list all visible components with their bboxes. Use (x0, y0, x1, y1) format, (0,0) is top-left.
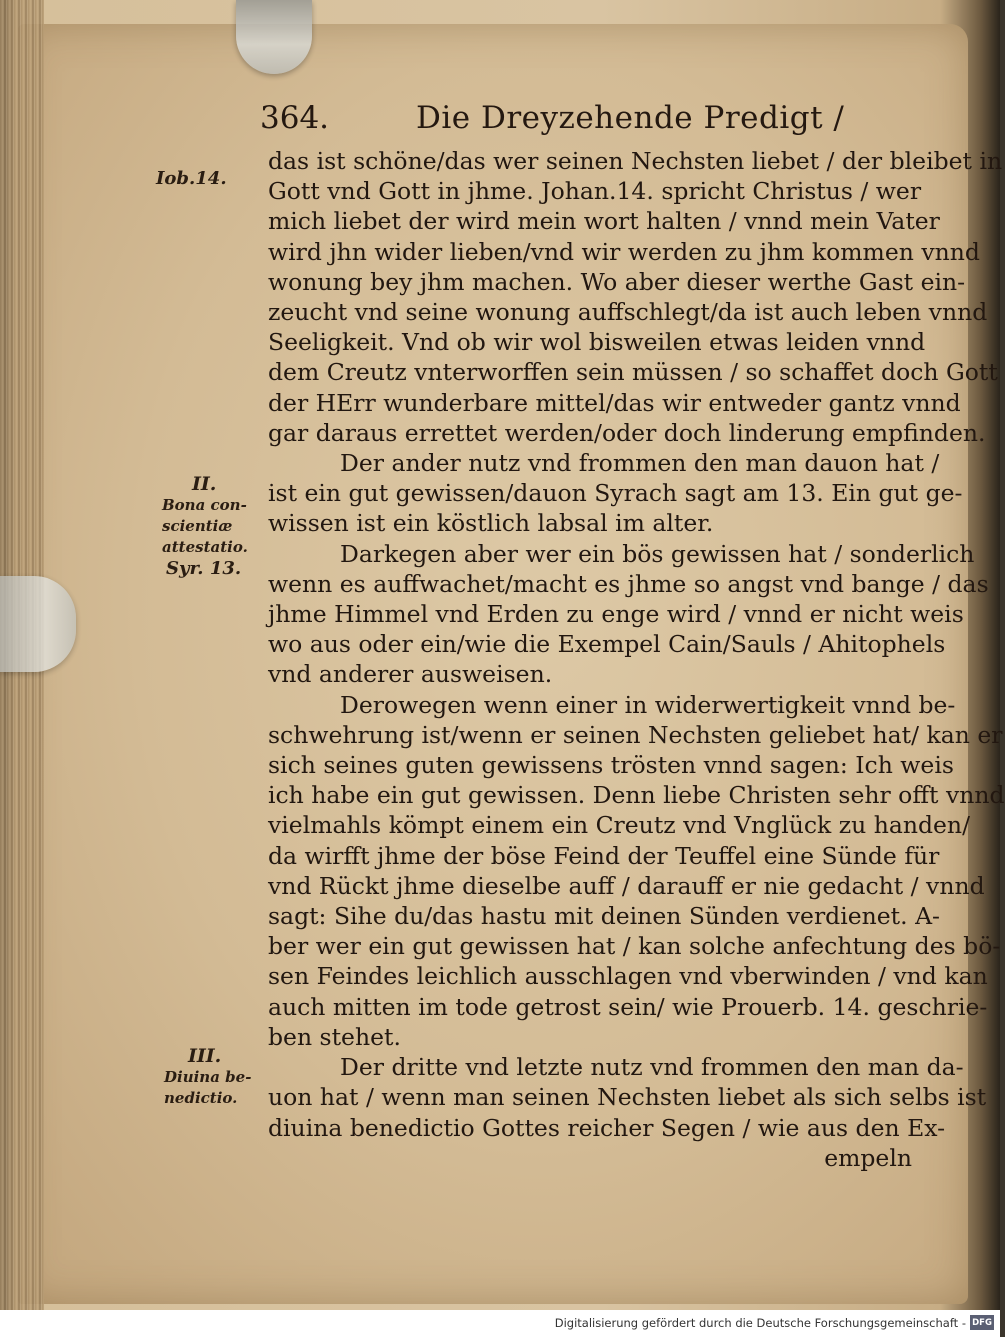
text-line: jhme Himmel vnd Erden zu enge wird / vnnd er nicht weis (268, 600, 964, 629)
text-line: ben stehet. (268, 1022, 401, 1051)
text-line: Seeligkeit. Vnd ob wir wol bisweilen etwas leiden vnnd (268, 328, 926, 357)
text-line: der HErr wunderbare mittel/das wir entweder gantz vnnd (268, 388, 961, 417)
text-line: da wirfft jhme der böse Feind der Teuffel eine Sünde für (268, 841, 940, 870)
paper-clip-side (0, 576, 76, 672)
text-line: wo aus oder ein/wie die Exempel Cain/Sauls / Ahitophels (268, 630, 946, 659)
dfg-logo: DFG (970, 1315, 994, 1330)
funding-credit: Digitalisierung gefördert durch die Deutsche Forschungsgemeinschaft - (554, 1316, 966, 1330)
text-line: ich habe ein gut gewissen. Denn liebe Christen sehr offt vnnd (268, 781, 1005, 810)
paragraph-start-line: Der ander nutz vnd frommen den man dauon hat / (340, 449, 940, 478)
page-header (260, 100, 920, 144)
text-line: dem Creutz vnterworffen sein müssen / so schaffet doch Gott (268, 358, 998, 387)
text-line: ber wer ein gut gewissen hat / kan solche anfechtung des bö- (268, 932, 1001, 961)
text-line: gar daraus errettet werden/oder doch linderung empfinden. (268, 418, 986, 447)
text-line: das ist schöne/das wer seinen Nechsten liebet / der bleibet in (268, 147, 1003, 175)
text-line: zeucht vnd seine wonung auffschlegt/da ist auch leben vnnd (268, 298, 988, 327)
text-line: sich seines guten gewissens trösten vnnd sagen: Ich weis (268, 751, 954, 780)
text-line: Gott vnd Gott in jhme. Johan.14. spricht Christus / wer (268, 177, 922, 206)
margin-note-line: nedictio. (164, 1089, 238, 1107)
margin-note-line: scientiæ (162, 517, 233, 535)
margin-note-line: Bona con- (162, 496, 247, 514)
text-line: wenn es auffwachet/macht es jhme so angst vnd bange / das (268, 569, 989, 598)
page-number: 364. (260, 100, 330, 136)
digitization-footer (0, 1310, 1000, 1337)
margin-note-job (156, 168, 227, 189)
margin-note-numeral: III. (188, 1045, 222, 1067)
margin-note-line: attestatio. (162, 538, 248, 556)
paragraph-start-line: Darkegen aber wer ein bös gewissen hat / sonderlich (340, 539, 975, 568)
text-line: schwehrung ist/wenn er seinen Nechsten geliebet hat/ kan er (268, 720, 1003, 749)
margin-note-diuina-benedictio (164, 1046, 251, 1109)
margin-note-bona-conscientia (162, 474, 248, 579)
text-line: wonung bey jhm machen. Wo aber dieser werthe Gast ein- (268, 267, 966, 296)
catchword: empeln (824, 1143, 912, 1172)
text-line: sagt: Sihe du/das hastu mit deinen Sünden verdienet. A- (268, 902, 940, 931)
text-line: mich liebet der wird mein wort halten / vnnd mein Vater (268, 207, 940, 236)
text-line: vielmahls kömpt einem ein Creutz vnd Vnglück zu handen/ (268, 811, 970, 840)
running-title: Die Dreyzehende Predigt / (416, 100, 845, 136)
text-line: uon hat / wenn man seinen Nechsten liebet als sich selbs ist (268, 1083, 987, 1112)
text-line: vnd anderer ausweisen. (268, 660, 553, 689)
text-line: auch mitten im tode getrost sein/ wie Prouerb. 14. geschrie- (268, 992, 988, 1021)
text-line: ist ein gut gewissen/dauon Syrach sagt am 13. Ein gut ge- (268, 479, 963, 508)
margin-note-line: Iob.14. (156, 168, 227, 189)
margin-note-line: Syr. 13. (166, 558, 242, 579)
paragraph-start-line: Derowegen wenn einer in widerwertigkeit vnnd be- (340, 690, 956, 719)
text-line: vnd Rückt jhme dieselbe auff / darauff er nie gedacht / vnnd (268, 871, 985, 900)
text-line: diuina benedictio Gottes reicher Segen / wie aus den Ex- (268, 1113, 946, 1142)
paragraph-start-line: Der dritte vnd letzte nutz vnd frommen den man da- (340, 1053, 964, 1082)
sermon-body-text (268, 146, 1005, 1173)
margin-note-line: Diuina be- (164, 1068, 252, 1086)
text-line: sen Feindes leichlich ausschlagen vnd vberwinden / vnd kan (268, 962, 988, 991)
text-line: wissen ist ein köstlich labsal im alter. (268, 509, 714, 538)
paper-clip-top (236, 0, 312, 74)
text-line: wird jhn wider lieben/vnd wir werden zu jhm kommen vnnd (268, 237, 980, 266)
margin-note-numeral: II. (192, 473, 217, 495)
